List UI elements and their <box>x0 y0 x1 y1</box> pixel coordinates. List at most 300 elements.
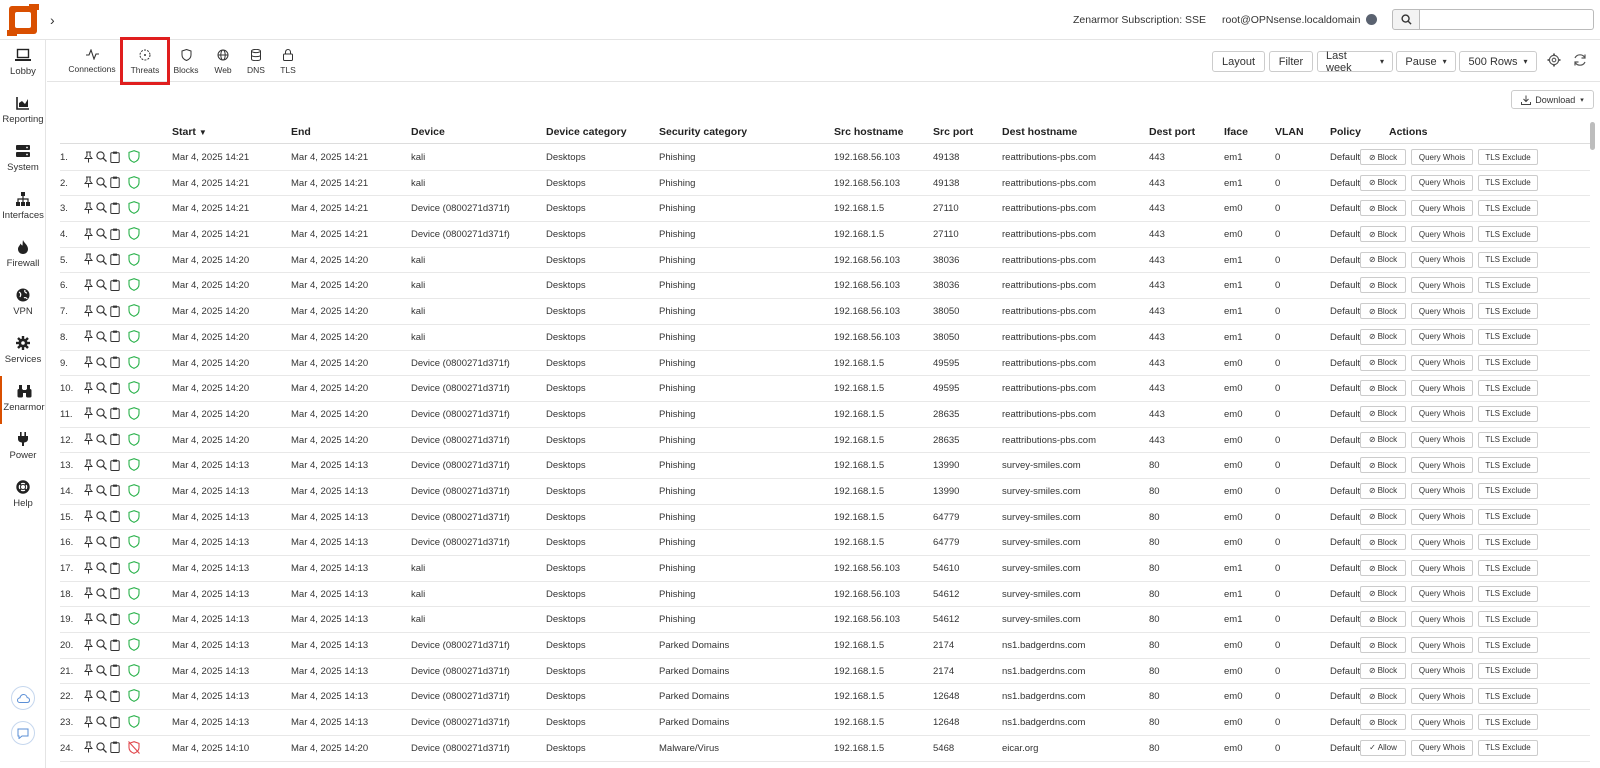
magnifier-icon[interactable] <box>96 305 107 316</box>
pin-icon[interactable] <box>84 279 93 291</box>
shield-check-icon <box>128 330 140 343</box>
block-button[interactable] <box>1360 226 1406 242</box>
vlan-cell: 0 <box>1275 408 1281 420</box>
block-icon: ⊘ <box>1368 203 1376 213</box>
magnifier-icon[interactable] <box>96 177 107 188</box>
action-label: Block <box>1377 666 1398 676</box>
cloud-button[interactable] <box>11 686 35 710</box>
table-row[interactable] <box>60 582 1590 608</box>
tls-exclude-button[interactable] <box>1478 688 1538 704</box>
end-cell: Mar 4, 2025 14:20 <box>291 306 369 318</box>
query-whois-button[interactable] <box>1411 175 1473 191</box>
block-button[interactable] <box>1360 175 1406 191</box>
table-row[interactable] <box>60 659 1590 685</box>
pin-icon[interactable] <box>84 228 93 240</box>
iface-cell: em1 <box>1224 563 1243 574</box>
iface-cell: em0 <box>1224 717 1243 729</box>
table-row[interactable] <box>60 479 1590 505</box>
dest-hostname-cell: eicar.org <box>1002 742 1039 754</box>
table-row[interactable] <box>60 402 1590 428</box>
pin-icon[interactable] <box>84 639 93 651</box>
magnifier-icon[interactable] <box>96 331 107 342</box>
tls-exclude-button[interactable] <box>1478 714 1538 730</box>
action-label: Query Whois <box>1418 717 1466 727</box>
chat-button[interactable] <box>11 721 35 745</box>
query-whois-button[interactable] <box>1411 329 1473 345</box>
query-whois-button[interactable] <box>1411 663 1473 679</box>
table-row[interactable] <box>60 428 1590 454</box>
tab-web[interactable] <box>211 46 235 78</box>
block-button[interactable] <box>1360 637 1406 653</box>
clipboard-icon[interactable] <box>110 510 120 522</box>
src-port-cell: 54612 <box>933 614 960 626</box>
sidebar-item-zenarmor[interactable] <box>0 376 46 424</box>
dest-port-cell: 443 <box>1149 203 1165 215</box>
dest-hostname-cell: survey-smiles.com <box>1002 563 1081 574</box>
tab-blocks[interactable] <box>171 46 201 78</box>
magnifier-icon[interactable] <box>96 639 107 650</box>
dest-port-cell: 80 <box>1149 460 1160 472</box>
allow-button[interactable] <box>1360 740 1406 756</box>
sidebar-item-reporting[interactable] <box>0 88 46 136</box>
magnifier-icon[interactable] <box>96 382 107 393</box>
action-label: TLS Exclude <box>1485 383 1531 393</box>
query-whois-button[interactable] <box>1411 355 1473 371</box>
clipboard-icon[interactable] <box>110 305 120 317</box>
pin-icon[interactable] <box>84 330 93 342</box>
refresh-button[interactable] <box>1573 53 1587 70</box>
shield-check-icon <box>128 150 140 163</box>
query-whois-button[interactable] <box>1411 509 1473 525</box>
pin-icon[interactable] <box>84 664 93 676</box>
column-end[interactable]: End <box>291 126 311 138</box>
block-button[interactable] <box>1360 534 1406 550</box>
table-body <box>60 145 1590 762</box>
pin-icon[interactable] <box>84 433 93 445</box>
tab-label: Blocks <box>173 65 199 75</box>
table-row[interactable] <box>60 196 1590 222</box>
query-whois-button[interactable] <box>1411 688 1473 704</box>
tls-exclude-button[interactable] <box>1478 586 1538 602</box>
end-cell: Mar 4, 2025 14:13 <box>291 588 369 600</box>
action-label: TLS Exclude <box>1485 666 1531 676</box>
pin-icon[interactable] <box>84 613 93 625</box>
query-whois-button[interactable] <box>1411 200 1473 216</box>
device-category-cell: Desktops <box>546 203 586 215</box>
tls-exclude-button[interactable] <box>1478 406 1538 422</box>
gear-icon <box>16 336 30 350</box>
dest-hostname-cell: reattributions-pbs.com <box>1002 152 1096 163</box>
column-dest-hostname[interactable]: Dest hostname <box>1002 126 1078 138</box>
pin-icon[interactable] <box>84 741 93 753</box>
period-dropdown[interactable] <box>1317 51 1393 72</box>
block-icon: ⊘ <box>1368 280 1376 290</box>
action-label: Block <box>1377 691 1398 701</box>
block-button[interactable] <box>1360 483 1406 499</box>
dest-port-cell: 443 <box>1149 229 1165 241</box>
clipboard-icon[interactable] <box>110 151 120 163</box>
block-button[interactable] <box>1360 560 1406 576</box>
magnifier-icon[interactable] <box>96 588 107 599</box>
table-row[interactable] <box>60 325 1590 351</box>
dest-hostname-cell: reattributions-pbs.com <box>1002 306 1096 318</box>
clipboard-icon[interactable] <box>110 716 120 728</box>
action-label: Block <box>1377 717 1398 727</box>
block-button[interactable] <box>1360 586 1406 602</box>
tls-exclude-button[interactable] <box>1478 226 1538 242</box>
query-whois-button[interactable] <box>1411 457 1473 473</box>
end-cell: Mar 4, 2025 14:13 <box>291 460 369 472</box>
table-row[interactable] <box>60 556 1590 582</box>
layout-button[interactable] <box>1212 51 1265 72</box>
table-row[interactable] <box>60 505 1590 531</box>
sidebar-item-vpn[interactable] <box>0 280 46 328</box>
src-port-cell: 27110 <box>933 229 959 241</box>
action-label: Query Whois <box>1418 486 1466 496</box>
vlan-cell: 0 <box>1275 511 1281 523</box>
action-label: Block <box>1377 563 1398 573</box>
magnifier-icon[interactable] <box>96 151 107 162</box>
search-input[interactable] <box>1420 9 1594 30</box>
query-whois-button[interactable] <box>1411 637 1473 653</box>
tls-exclude-button[interactable] <box>1478 663 1538 679</box>
action-label: TLS Exclude <box>1485 640 1531 650</box>
iface-cell: em0 <box>1224 742 1243 754</box>
start-cell: Mar 4, 2025 14:21 <box>172 152 250 163</box>
sidebar-item-lobby[interactable] <box>0 40 46 88</box>
query-whois-button[interactable] <box>1411 226 1473 242</box>
table-row[interactable] <box>60 299 1590 325</box>
pin-icon[interactable] <box>84 176 93 188</box>
magnifier-icon[interactable] <box>96 408 107 419</box>
user-menu[interactable]: root@OPNsense.localdomain <box>1222 14 1361 26</box>
iface-cell: em1 <box>1224 331 1243 343</box>
shield-check-icon <box>128 510 140 523</box>
clipboard-icon[interactable] <box>110 484 120 496</box>
device-cell: Device (0800271d371f) <box>411 742 510 754</box>
query-whois-button[interactable] <box>1411 303 1473 319</box>
vlan-cell: 0 <box>1275 357 1281 369</box>
column-dest-port[interactable]: Dest port <box>1149 126 1196 138</box>
query-whois-button[interactable] <box>1411 277 1473 293</box>
table-row[interactable] <box>60 736 1590 762</box>
magnifier-icon[interactable] <box>96 562 107 573</box>
device-category-cell: Desktops <box>546 742 586 754</box>
magnifier-icon[interactable] <box>96 690 107 701</box>
clipboard-icon[interactable] <box>110 459 120 471</box>
query-whois-button[interactable] <box>1411 252 1473 268</box>
security-category-cell: Phishing <box>659 511 696 523</box>
pin-icon[interactable] <box>84 536 93 548</box>
tls-exclude-button[interactable] <box>1478 252 1538 268</box>
column-policy[interactable]: Policy <box>1330 126 1361 138</box>
table-row[interactable] <box>60 248 1590 274</box>
block-button[interactable] <box>1360 663 1406 679</box>
clipboard-icon[interactable] <box>110 176 120 188</box>
magnifier-icon[interactable] <box>96 254 107 265</box>
device-cell: kali <box>411 331 426 343</box>
download-dropdown[interactable] <box>1511 90 1594 109</box>
pin-icon[interactable] <box>84 510 93 522</box>
action-label: Query Whois <box>1418 255 1466 265</box>
block-button[interactable] <box>1360 432 1406 448</box>
table-row[interactable] <box>60 607 1590 633</box>
clipboard-icon[interactable] <box>110 330 120 342</box>
plug-icon <box>17 432 29 446</box>
query-whois-button[interactable] <box>1411 586 1473 602</box>
clipboard-icon[interactable] <box>110 613 120 625</box>
tab-threats[interactable] <box>123 40 167 82</box>
iface-cell: em1 <box>1224 588 1243 600</box>
pin-icon[interactable] <box>84 407 93 419</box>
magnifier-icon[interactable] <box>96 716 107 727</box>
column-iface[interactable]: Iface <box>1224 126 1248 138</box>
magnifier-icon[interactable] <box>96 357 107 368</box>
dest-port-cell: 80 <box>1149 717 1160 729</box>
sidebar-item-interfaces[interactable] <box>0 184 46 232</box>
query-whois-button[interactable] <box>1411 406 1473 422</box>
action-label: Block <box>1377 229 1398 239</box>
tab-dns[interactable] <box>245 46 267 78</box>
tls-exclude-button[interactable] <box>1478 432 1538 448</box>
action-label: TLS Exclude <box>1485 358 1531 367</box>
block-button[interactable] <box>1360 380 1406 396</box>
action-label: Query Whois <box>1418 280 1466 290</box>
binoculars-icon <box>17 384 32 398</box>
column-device[interactable]: Device <box>411 126 445 138</box>
magnifier-icon[interactable] <box>96 202 107 213</box>
dest-hostname-cell: survey-smiles.com <box>1002 511 1081 523</box>
clipboard-icon[interactable] <box>110 279 120 291</box>
tls-exclude-button[interactable] <box>1478 560 1538 576</box>
tls-exclude-button[interactable] <box>1478 277 1538 293</box>
magnifier-icon[interactable] <box>96 459 107 470</box>
column-src-hostname[interactable]: Src hostname <box>834 126 904 138</box>
policy-cell: Default <box>1330 280 1361 292</box>
table-row[interactable] <box>60 171 1590 197</box>
query-whois-button[interactable] <box>1411 560 1473 576</box>
tls-exclude-button[interactable] <box>1478 483 1538 499</box>
sidebar-item-power[interactable] <box>0 424 46 472</box>
tls-exclude-button[interactable] <box>1478 200 1538 216</box>
table-row[interactable] <box>60 351 1590 377</box>
action-label: Block <box>1377 460 1398 470</box>
end-cell: Mar 4, 2025 14:13 <box>291 511 369 523</box>
query-whois-button[interactable] <box>1411 380 1473 396</box>
magnifier-icon[interactable] <box>96 613 107 624</box>
rows-dropdown[interactable] <box>1459 51 1537 72</box>
block-button[interactable] <box>1360 355 1406 371</box>
iface-cell: em0 <box>1224 537 1243 549</box>
security-category-cell: Phishing <box>659 152 696 163</box>
column-device-category[interactable]: Device category <box>546 126 627 138</box>
pin-icon[interactable] <box>84 151 93 163</box>
table-row[interactable] <box>60 684 1590 710</box>
action-label: Block <box>1377 512 1398 522</box>
clipboard-icon[interactable] <box>110 587 120 599</box>
table-row[interactable] <box>60 710 1590 736</box>
row-icons <box>84 561 140 574</box>
clipboard-icon[interactable] <box>110 690 120 702</box>
shield-check-icon <box>128 278 140 291</box>
column-vlan[interactable]: VLAN <box>1275 126 1304 138</box>
block-button[interactable] <box>1360 688 1406 704</box>
sidebar-item-services[interactable] <box>0 328 46 376</box>
tls-exclude-button[interactable] <box>1478 611 1538 627</box>
pin-icon[interactable] <box>84 305 93 317</box>
filter-button[interactable] <box>1269 51 1313 72</box>
policy-cell: Default <box>1330 357 1361 369</box>
block-button[interactable] <box>1360 303 1406 319</box>
src-hostname-cell: 192.168.1.5 <box>834 537 885 549</box>
magnifier-icon[interactable] <box>96 434 107 445</box>
expand-sidebar-icon[interactable]: › <box>50 12 55 28</box>
table-row[interactable] <box>60 145 1590 171</box>
clipboard-icon[interactable] <box>110 356 120 368</box>
block-icon: ⊘ <box>1368 460 1376 470</box>
clipboard-icon[interactable] <box>110 664 120 676</box>
clipboard-icon[interactable] <box>110 253 120 265</box>
policy-cell: Default <box>1330 203 1361 215</box>
dest-hostname-cell: reattributions-pbs.com <box>1002 357 1096 369</box>
pin-icon[interactable] <box>84 587 93 599</box>
magnifier-icon[interactable] <box>96 665 107 676</box>
src-hostname-cell: 192.168.56.103 <box>834 563 901 574</box>
column-src-port[interactable]: Src port <box>933 126 974 138</box>
device-category-cell: Desktops <box>546 717 586 729</box>
pin-icon[interactable] <box>84 484 93 496</box>
block-button[interactable] <box>1360 457 1406 473</box>
table-row[interactable] <box>60 376 1590 402</box>
pin-icon[interactable] <box>84 253 93 265</box>
pause-dropdown[interactable] <box>1396 51 1456 72</box>
table-row[interactable] <box>60 453 1590 479</box>
policy-cell: Default <box>1330 691 1361 703</box>
sidebar-item-system[interactable] <box>0 136 46 184</box>
tls-exclude-button[interactable] <box>1478 380 1538 396</box>
block-button[interactable] <box>1360 329 1406 345</box>
table-scrollbar[interactable] <box>1590 122 1596 768</box>
row-number: 16. <box>60 537 74 549</box>
tls-exclude-button[interactable] <box>1478 637 1538 653</box>
sidebar-item-help[interactable] <box>0 472 46 520</box>
block-button[interactable] <box>1360 200 1406 216</box>
device-cell: kali <box>411 563 426 574</box>
magnifier-icon[interactable] <box>96 742 107 753</box>
chevron-down-icon: ▾ <box>1442 57 1447 66</box>
dest-port-cell: 80 <box>1149 511 1160 523</box>
src-hostname-cell: 192.168.1.5 <box>834 665 885 677</box>
tls-exclude-button[interactable] <box>1478 534 1538 550</box>
tab-label: TLS <box>280 65 296 75</box>
pin-icon[interactable] <box>84 356 93 368</box>
block-button[interactable] <box>1360 149 1406 165</box>
query-whois-button[interactable] <box>1411 432 1473 448</box>
block-button[interactable] <box>1360 252 1406 268</box>
magnifier-icon[interactable] <box>96 511 107 522</box>
column-start[interactable] <box>172 126 207 138</box>
magnifier-icon[interactable] <box>96 228 107 239</box>
tls-exclude-button[interactable] <box>1478 457 1538 473</box>
settings-button[interactable] <box>1547 53 1561 70</box>
device-cell: Device (0800271d371f) <box>411 383 510 395</box>
pin-icon[interactable] <box>84 716 93 728</box>
device-category-cell: Desktops <box>546 614 586 626</box>
query-whois-button[interactable] <box>1411 740 1473 756</box>
row-number: 14. <box>60 485 74 497</box>
pin-icon[interactable] <box>84 690 93 702</box>
block-button[interactable] <box>1360 509 1406 525</box>
pin-icon[interactable] <box>84 459 93 471</box>
chevron-down-icon: ▾ <box>1523 57 1528 66</box>
opnsense-logo[interactable] <box>5 2 41 38</box>
clipboard-icon[interactable] <box>110 407 120 419</box>
block-button[interactable] <box>1360 611 1406 627</box>
pin-icon[interactable] <box>84 562 93 574</box>
row-number: 10. <box>60 383 74 395</box>
sidebar-item-firewall[interactable] <box>0 232 46 280</box>
table-row[interactable] <box>60 633 1590 659</box>
query-whois-button[interactable] <box>1411 534 1473 550</box>
lock-icon <box>283 49 293 61</box>
clipboard-icon[interactable] <box>110 202 120 214</box>
magnifier-icon[interactable] <box>96 536 107 547</box>
scrollbar-thumb[interactable] <box>1590 122 1595 150</box>
table-row[interactable] <box>60 273 1590 299</box>
block-button[interactable] <box>1360 406 1406 422</box>
column-security-category[interactable]: Security category <box>659 126 748 138</box>
query-whois-button[interactable] <box>1411 483 1473 499</box>
clipboard-icon[interactable] <box>110 536 120 548</box>
tls-exclude-button[interactable] <box>1478 175 1538 191</box>
tab-connections[interactable] <box>67 46 117 78</box>
block-button[interactable] <box>1360 714 1406 730</box>
clipboard-icon[interactable] <box>110 741 120 753</box>
tls-exclude-button[interactable] <box>1478 329 1538 345</box>
tls-exclude-button[interactable] <box>1478 303 1538 319</box>
clipboard-icon[interactable] <box>110 433 120 445</box>
dest-port-cell: 80 <box>1149 665 1160 677</box>
tls-exclude-button[interactable] <box>1478 740 1538 756</box>
tls-exclude-button[interactable] <box>1478 149 1538 165</box>
action-label: TLS Exclude <box>1485 614 1531 624</box>
search-button[interactable] <box>1392 9 1420 30</box>
tls-exclude-button[interactable] <box>1478 355 1538 371</box>
clipboard-icon[interactable] <box>110 639 120 651</box>
query-whois-button[interactable] <box>1411 149 1473 165</box>
action-label: Query Whois <box>1418 589 1466 599</box>
clipboard-icon[interactable] <box>110 382 120 394</box>
clipboard-icon[interactable] <box>110 228 120 240</box>
src-port-cell: 2174 <box>933 665 955 677</box>
query-whois-button[interactable] <box>1411 611 1473 627</box>
dest-hostname-cell: reattributions-pbs.com <box>1002 383 1096 395</box>
block-button[interactable] <box>1360 277 1406 293</box>
policy-cell: Default <box>1330 383 1361 395</box>
tab-tls[interactable] <box>277 46 299 78</box>
clipboard-icon[interactable] <box>110 562 120 574</box>
pin-icon[interactable] <box>84 382 93 394</box>
download-label: Download <box>1535 94 1576 105</box>
magnifier-icon[interactable] <box>96 279 107 290</box>
query-whois-button[interactable] <box>1411 714 1473 730</box>
security-category-cell: Phishing <box>659 537 696 549</box>
magnifier-icon[interactable] <box>96 485 107 496</box>
table-row[interactable] <box>60 222 1590 248</box>
tls-exclude-button[interactable] <box>1478 509 1538 525</box>
pin-icon[interactable] <box>84 202 93 214</box>
table-row[interactable] <box>60 530 1590 556</box>
